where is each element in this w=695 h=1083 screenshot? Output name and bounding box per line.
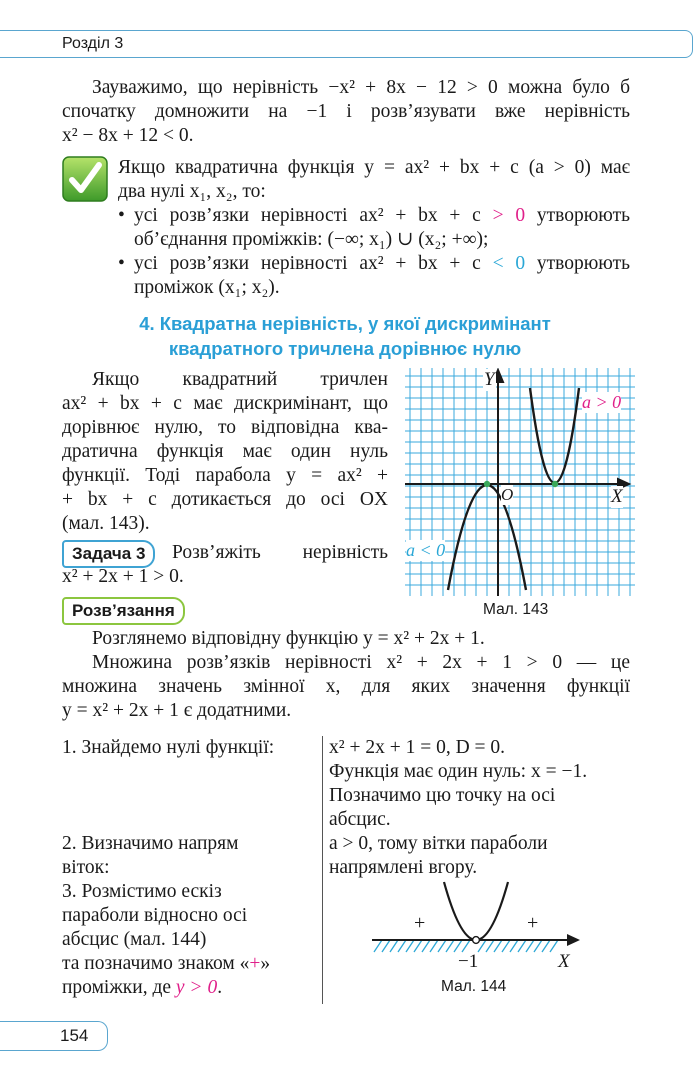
checkmark-icon [62, 156, 108, 202]
figure-143-caption: Мал. 143 [483, 601, 549, 618]
zero-tick-label: −1 [458, 951, 479, 972]
a-positive-label: a > 0 [582, 392, 622, 412]
task-inequality: x² + 2x + 1 > 0. [62, 566, 184, 587]
a-negative-label: a < 0 [406, 540, 446, 560]
step-1-label: 1. Знайдемо нулі функції: [62, 737, 275, 758]
x-axis-label: X [558, 951, 570, 972]
vertex-point [484, 481, 490, 487]
rule-line: два нулі x₁, x₂, то: [118, 181, 266, 202]
intro-line: Зауважимо, що нерівність −x² + 8x − 12 > 0 можна було б [92, 77, 630, 98]
sketch-parabola [444, 882, 508, 940]
zero-point [473, 937, 480, 944]
intro-line: спочатку домножити на −1 і розв’язувати вже нерівність [62, 101, 630, 122]
task-text: Розв’яжіть нерівність [172, 542, 388, 563]
solution-paragraph: Розглянемо відповідну функцію y = x² + 2x + 1. Множина розв’язків нерівності x² + 2x + 1 > 0 — це множина значень змінної x, для яких значення функції y = x² + 2x + 1 є додатними. [62, 628, 630, 721]
intro-paragraph [62, 76, 630, 148]
figure-144 [370, 876, 585, 976]
steps-left-column: 1. Знайдемо нулі функції: 2. Визначимо напрям віток: 3. Розмістимо ескіз параболи відносно осі абсцис (мал. 144) та позначимо знаком «+» проміжки, де y > 0. [62, 736, 318, 1000]
parabola-a-positive [530, 388, 579, 483]
x-axis-label: X [611, 486, 623, 507]
section-label: Розділ 3 [62, 35, 124, 52]
figure-144-caption: Мал. 144 [441, 978, 507, 995]
table-divider [322, 736, 323, 1004]
origin-label: O [501, 485, 514, 504]
rule-line: Якщо квадратична функція y = ax² + bx + c (a > 0) має [118, 157, 630, 178]
intro-line: x² − 8x + 12 < 0. [62, 125, 194, 146]
section-heading: 4. Квадратна нерівність, у якої дискримінант квадратного тричлена дорівнює нулю [139, 313, 551, 359]
vertex-point [552, 481, 558, 487]
task-badge: Задача 3 [62, 540, 155, 568]
page-number-box [0, 1021, 108, 1051]
page-number: 154 [60, 1026, 89, 1045]
plus-sign-right: + [527, 912, 539, 934]
theory-paragraph: Якщо квадратний тричлен ax² + bx + c має дискримінант, що дорівнює нулю, то відповідна ква- дратична функція має один нуль функції. Тоді парабола y = ax² + + bx + c дотикається до осі OX (мал. 143). [62, 369, 388, 534]
solution-badge: Розв’язання [62, 597, 185, 625]
rule-bullet-2: • усі розв’язки нерівності ax² + bx + c < 0 утворюють проміжок (x₁; x₂). [118, 253, 630, 298]
figure-143 [405, 368, 635, 596]
y-axis-label: Y [484, 369, 495, 390]
section-header [0, 30, 693, 58]
rule-block [118, 156, 630, 300]
plus-sign-left: + [414, 912, 426, 934]
steps-right-column: x² + 2x + 1 = 0, D = 0. Функція має один нуль: x = −1. Позначимо цю точку на осі абсцис. a > 0, тому вітки параболи напрямлені вгору. [329, 737, 588, 878]
rule-bullet-1: • усі розв’язки нерівності ax² + bx + c > 0 утворюють об’єднання проміжків: (−∞; x₁) ∪ (x₂; +∞); [118, 205, 630, 250]
